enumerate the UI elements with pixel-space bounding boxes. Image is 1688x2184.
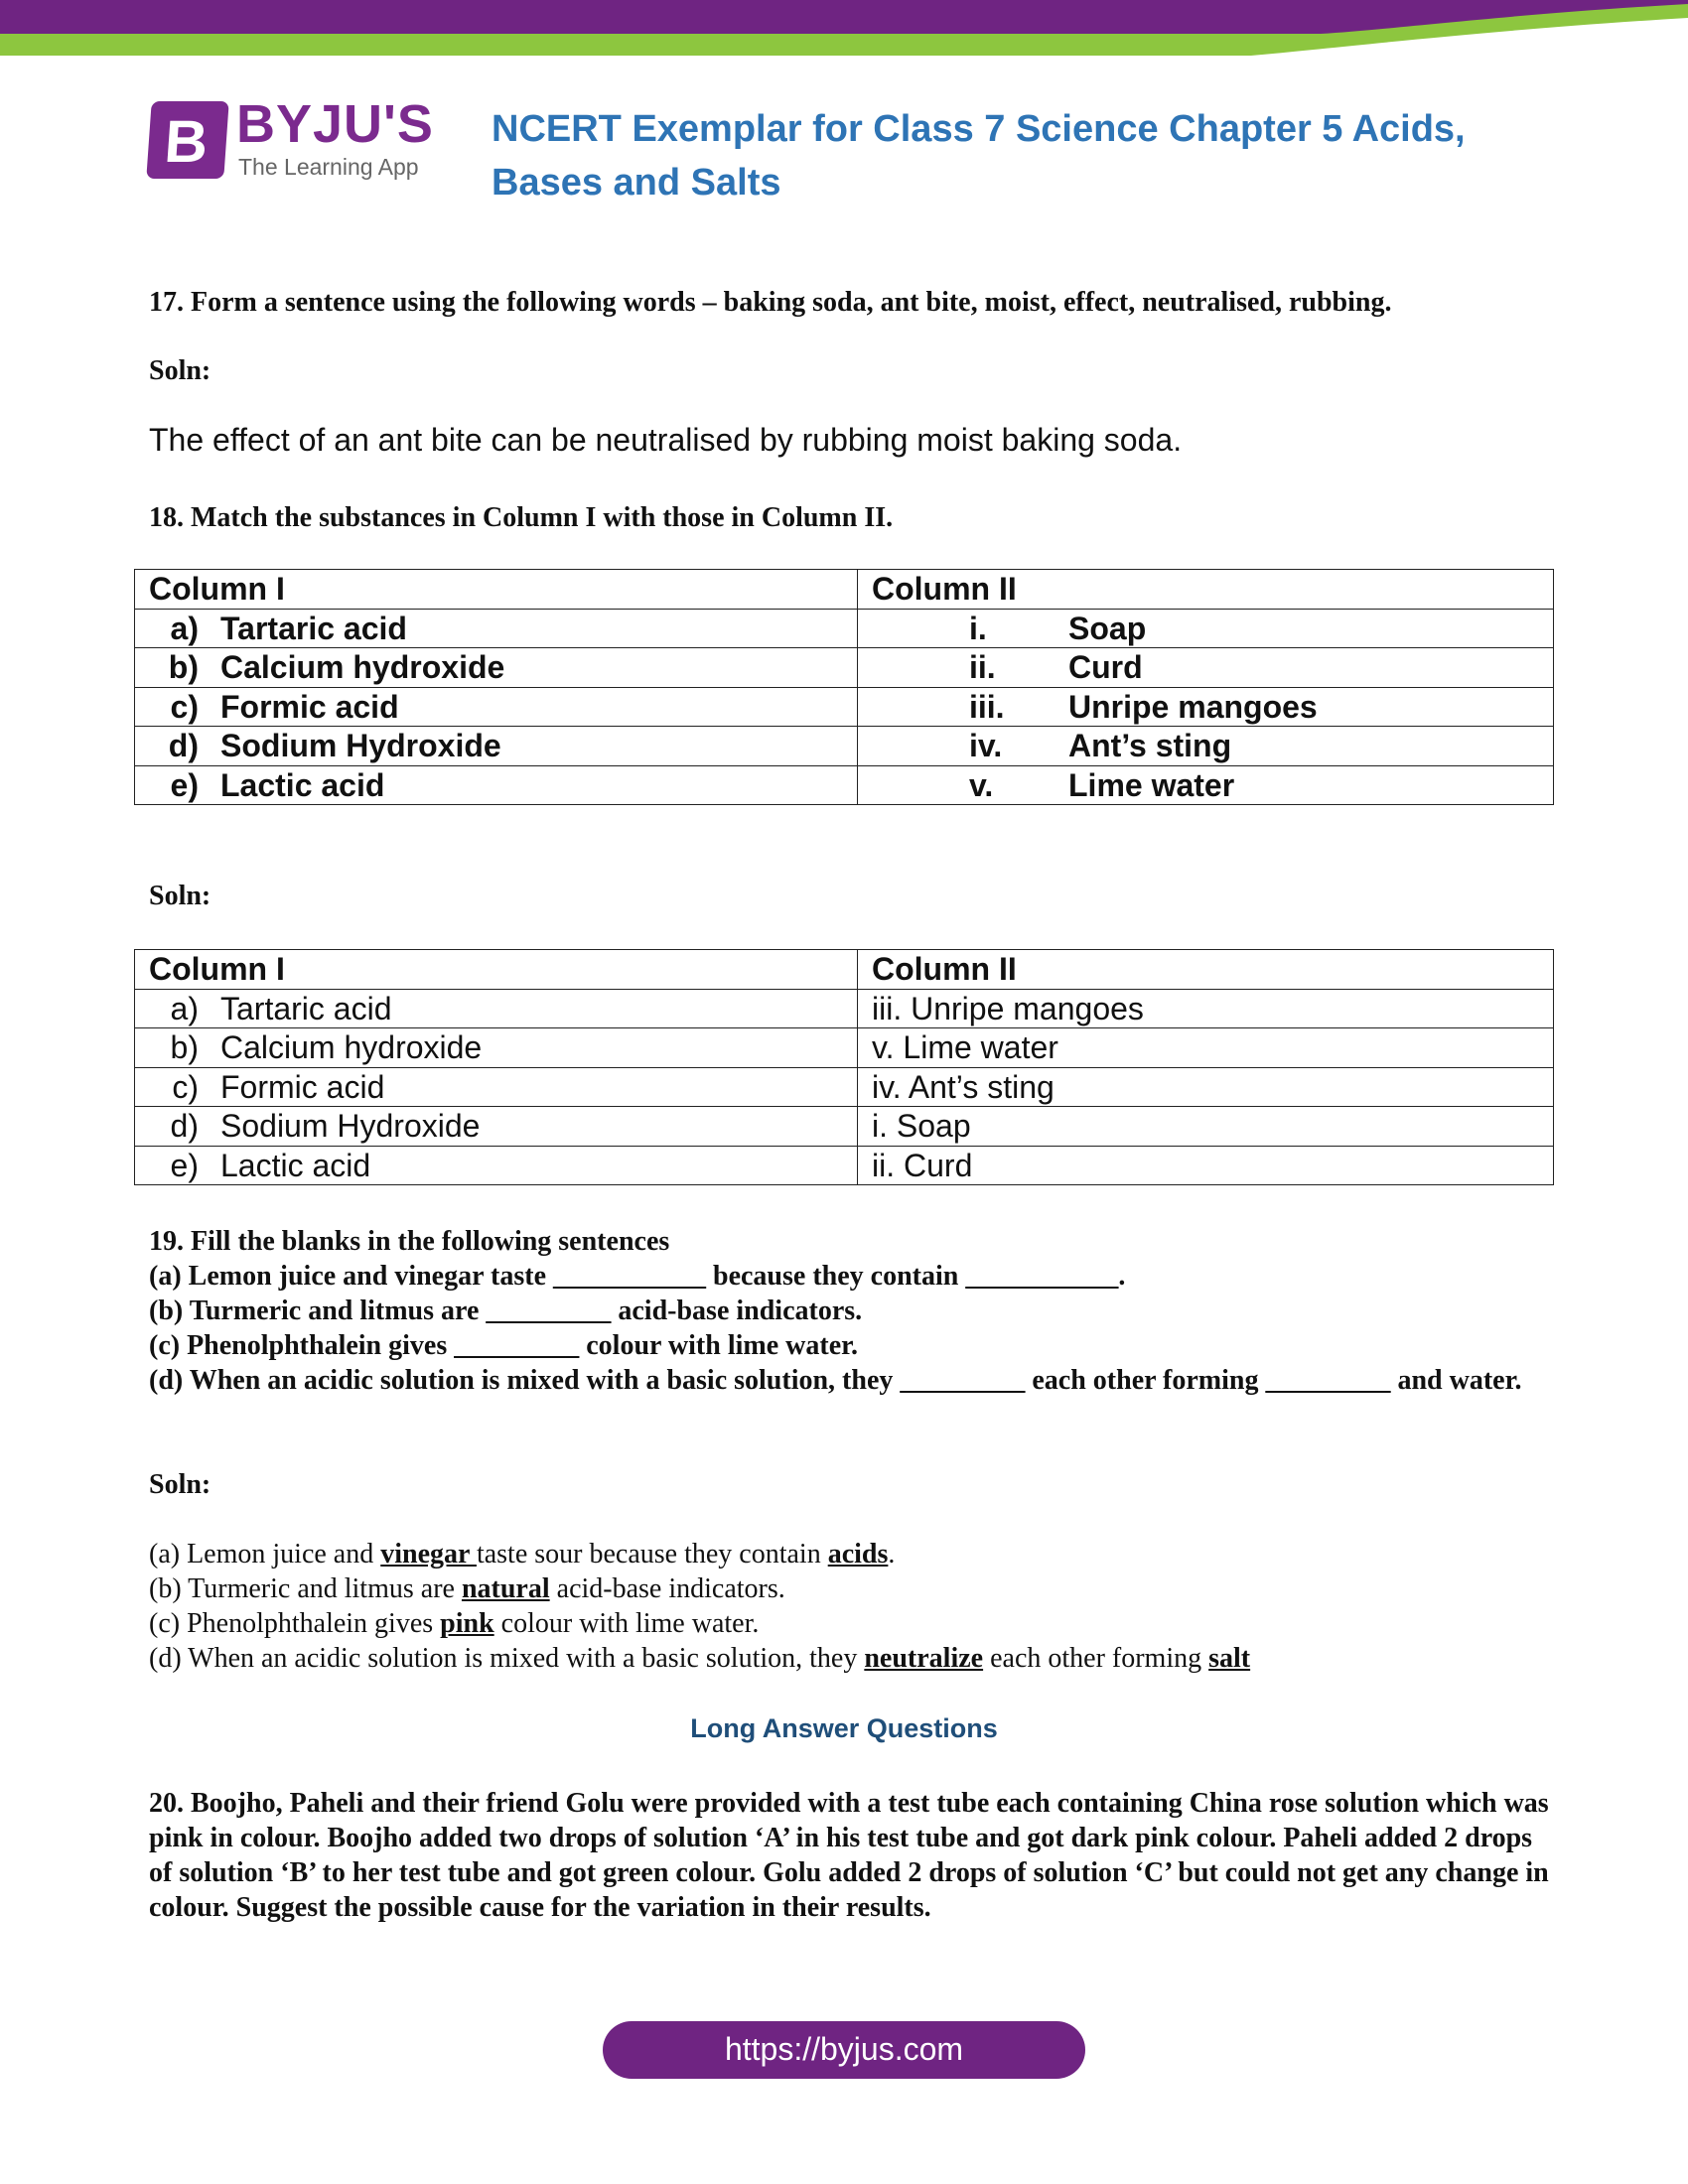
section-heading: Long Answer Questions — [690, 1713, 998, 1743]
question-20: 20. Boojho, Paheli and their friend Golu were provided with a test tube each containing China rose solution which was pink in colour. Boojho added two drops of solution ‘A’ in his test tube and got dark pink colour. Paheli added 2 drops of solution ‘B’ to her test tube and got green colour. Golu added 2 drops of solution ‘C’ but could not get any change in colour. Suggest the possible cause for the variation in their results. — [149, 1788, 1549, 1923]
table-header-row — [135, 570, 1554, 610]
table-row — [135, 1146, 1554, 1185]
document-title: NCERT Exemplar for Class 7 Science Chapter 5 Acids, Bases and Salts — [492, 108, 1466, 204]
q19-answer-b: (b) Turmeric and litmus are natural acid-base indicators. — [149, 1573, 785, 1604]
row-letter: e) — [170, 766, 199, 803]
substance-name: Calcium hydroxide — [220, 649, 505, 686]
table-row — [135, 687, 1554, 727]
q19-answer-d: (d) When an acidic solution is mixed with a basic solution, they neutralize each other forming salt — [149, 1643, 1251, 1674]
column-2-header: Column II — [858, 950, 1554, 990]
table-row — [135, 609, 1554, 648]
matched-item: v. Lime water — [858, 1028, 1554, 1068]
q19-part-b: (b) Turmeric and litmus are _________ acid-base indicators. — [149, 1296, 863, 1326]
answer-word: acids — [827, 1539, 889, 1570]
matched-item: ii. Curd — [858, 1146, 1554, 1185]
column-2-item: Soap — [1068, 610, 1147, 646]
top-decorative-band — [0, 0, 1688, 60]
row-numeral: i. — [969, 610, 987, 646]
matched-item: iv. Ant’s sting — [858, 1067, 1554, 1107]
table-row — [135, 1067, 1554, 1107]
substance-name: Formic acid — [220, 1068, 385, 1105]
row-letter: b) — [168, 649, 199, 686]
table-row — [135, 727, 1554, 766]
column-2-item: Lime water — [1068, 766, 1235, 803]
logo-mark-icon: B — [146, 101, 228, 179]
column-2-item: Unripe mangoes — [1068, 688, 1318, 725]
q19-part-c: (c) Phenolphthalein gives _________ colour with lime water. — [149, 1330, 858, 1361]
q19-part-a: (a) Lemon juice and vinegar taste ___________ because they contain ___________. — [149, 1261, 1126, 1292]
answer-word: vinegar — [380, 1539, 477, 1570]
row-letter: e) — [170, 1147, 199, 1183]
answer-word: salt — [1208, 1643, 1251, 1674]
table-row — [135, 1107, 1554, 1147]
table-row — [135, 989, 1554, 1028]
table-row — [135, 1028, 1554, 1068]
logo-name: BYJU'S — [236, 94, 434, 154]
substance-name: Lactic acid — [220, 1147, 371, 1183]
byjus-logo — [149, 94, 447, 189]
logo-tagline: The Learning App — [238, 154, 419, 180]
answer-word: natural — [461, 1573, 550, 1604]
substance-name: Calcium hydroxide — [220, 1029, 483, 1066]
substance-name: Formic acid — [220, 688, 399, 725]
substance-name: Sodium Hydroxide — [220, 728, 501, 764]
q18-soln-label: Soln: — [149, 881, 211, 911]
q19-answer-a: (a) Lemon juice and vinegar taste sour because they contain acids. — [149, 1539, 896, 1570]
row-numeral: iii. — [969, 688, 1005, 725]
row-numeral: ii. — [969, 649, 996, 686]
substance-name: Tartaric acid — [220, 990, 392, 1026]
column-1-header: Column I — [135, 570, 858, 610]
row-letter: c) — [172, 1068, 199, 1105]
footer-url-link[interactable]: https://byjus.com — [603, 2021, 1085, 2079]
row-letter: a) — [170, 610, 199, 646]
row-numeral: v. — [969, 766, 994, 803]
q17-answer: The effect of an ant bite can be neutralised by rubbing moist baking soda. — [149, 422, 1183, 458]
match-table-question — [134, 569, 1554, 805]
row-numeral: iv. — [969, 728, 1003, 764]
table-row — [135, 648, 1554, 688]
q17-soln-label: Soln: — [149, 355, 211, 386]
q19-answer-c: (c) Phenolphthalein gives pink colour with lime water. — [149, 1608, 760, 1639]
row-letter: a) — [170, 990, 199, 1026]
row-letter: b) — [170, 1029, 199, 1066]
row-letter: c) — [170, 688, 199, 725]
matched-item: i. Soap — [858, 1107, 1554, 1147]
match-table-answer — [134, 949, 1554, 1185]
q19-soln-label: Soln: — [149, 1469, 211, 1500]
question-19 — [149, 1224, 1549, 1398]
substance-name: Sodium Hydroxide — [220, 1108, 481, 1145]
answer-word: pink — [440, 1608, 494, 1639]
q19-answers — [149, 1537, 1549, 1676]
page-header — [149, 94, 1559, 213]
answer-word: neutralize — [864, 1643, 984, 1674]
question-19-title: 19. Fill the blanks in the following sentences — [149, 1226, 670, 1257]
question-18: 18. Match the substances in Column I with those in Column II. — [149, 502, 894, 533]
column-2-item: Ant’s sting — [1068, 728, 1232, 764]
matched-item: iii. Unripe mangoes — [858, 989, 1554, 1028]
column-2-item: Curd — [1068, 649, 1143, 686]
substance-name: Lactic acid — [220, 766, 385, 803]
column-1-header: Column I — [135, 950, 858, 990]
table-row — [135, 765, 1554, 805]
table-header-row — [135, 950, 1554, 990]
substance-name: Tartaric acid — [220, 610, 407, 646]
question-17: 17. Form a sentence using the following words – baking soda, ant bite, moist, effect, neutralised, rubbing. — [149, 287, 1392, 318]
column-2-header: Column II — [858, 570, 1554, 610]
row-letter: d) — [170, 1108, 199, 1145]
q19-part-d: (d) When an acidic solution is mixed with a basic solution, they _________ each other forming _________ and water. — [149, 1365, 1522, 1396]
row-letter: d) — [168, 728, 199, 764]
